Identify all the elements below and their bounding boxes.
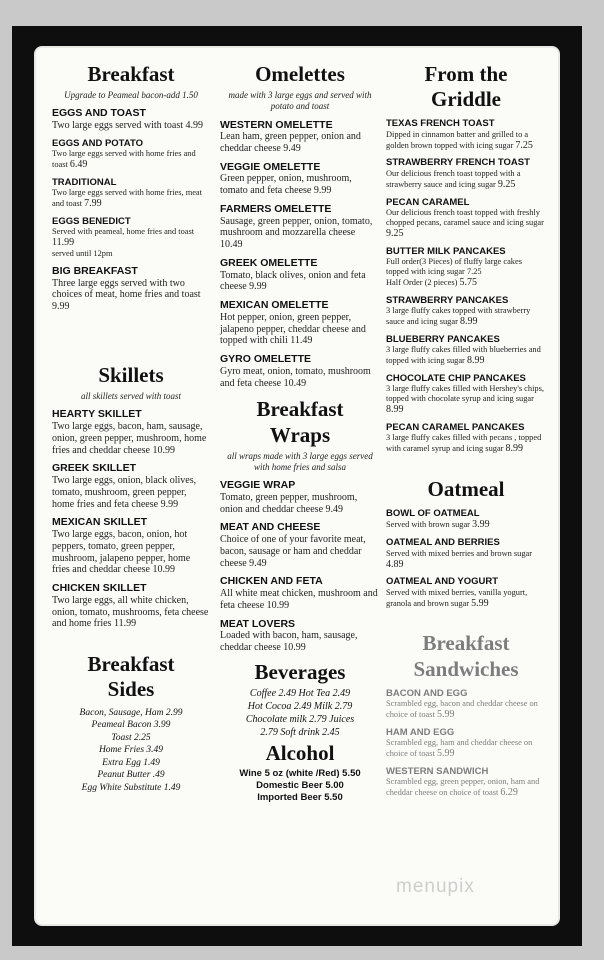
sides-title-line2: Sides [107, 677, 155, 702]
item-desc: Scrambled egg, bacon and cheddar cheese on choice of toast 5.99 [386, 699, 538, 721]
menu-item [386, 118, 546, 151]
item-price: 10.99 [152, 564, 175, 576]
item-price: 9.25 [497, 178, 516, 190]
item-desc: Sausage, green pepper, onion, tomato, mushroom and mozzarella cheese 10.49 [220, 215, 373, 251]
item-desc: Two large eggs, all white chicken, onion, tomato, mushrooms, feta cheese and home fries 11.99 [52, 594, 209, 630]
item-desc: Lean ham, green pepper, onion and cheddar cheese 9.49 [220, 131, 361, 155]
item-name: MEAT LOVERS [220, 617, 296, 630]
sandwiches-section [386, 631, 546, 799]
menu-item [52, 177, 210, 210]
oatmeal-section [386, 477, 546, 610]
item-price: 7.99 [84, 198, 102, 210]
wraps-title-line2: Wraps [269, 422, 331, 447]
item-name: BLUEBERRY PANCAKES [386, 333, 500, 345]
item-name: MEXICAN SKILLET [52, 516, 148, 529]
beverage-line: Coffee 2.49 Hot Tea 2.49 [249, 688, 351, 700]
item-desc: Two large eggs, bacon, ham, sausage, onion, green pepper, mushroom, home fries and cheddar cheese 10.99 [52, 421, 207, 456]
wraps-title-line1: Breakfast [256, 397, 344, 422]
item-desc: Scrambled egg, ham and cheddar cheese on choice of toast 5.99 [386, 738, 533, 760]
item-name: OATMEAL AND YOGURT [386, 576, 499, 588]
watermark-logo: menupix [396, 876, 475, 897]
item-desc: Dipped in cinnamon batter and grilled to a golden brown topped with icing sugar 7.25 [386, 129, 533, 151]
item-price: 4.99 [185, 120, 204, 132]
menu-item [52, 216, 210, 259]
item-desc: Served with mixed berries, vanilla yogurt, granola and brown sugar 5.99 [386, 587, 528, 609]
menu-item [386, 373, 546, 416]
menu-item [386, 766, 546, 799]
item-price: 11.99 [113, 618, 137, 630]
griddle-title-line2: Griddle [430, 87, 501, 112]
item-price: 11.99 [52, 237, 75, 249]
item-price: 5.99 [471, 597, 489, 609]
menu-item [386, 727, 546, 760]
menu-item [386, 688, 546, 721]
item-price: 9.99 [249, 281, 267, 293]
item-desc: 3 large fluffy cakes topped with strawberry sauce and icing sugar 8.99 [386, 305, 531, 327]
item-desc: Our delicious french toast topped with a strawberry sauce and icing sugar 9.25 [386, 168, 521, 190]
menu-item [386, 246, 546, 289]
item-desc: All white meat chicken, mushroom and feta cheese 10.99 [220, 588, 378, 611]
menu-item [386, 508, 546, 531]
item-name: EGGS AND POTATO [52, 137, 143, 149]
alcohol-title: Alcohol [265, 741, 335, 766]
menu-item [220, 521, 380, 569]
item-name: BUTTER MILK PANCAKES [386, 245, 506, 257]
sandwiches-title-line1: Breakfast [422, 631, 510, 656]
item-name: TEXAS FRENCH TOAST [386, 118, 495, 130]
side-item: Bacon, Sausage, Ham 2.99 [79, 707, 183, 718]
item-price: 6.49 [69, 159, 88, 171]
item-price: 10.99 [283, 642, 306, 654]
item-name: HEARTY SKILLET [52, 408, 142, 421]
side-item: Peameal Bacon 3.99 [91, 720, 171, 731]
beverage-line: Chocolate milk 2.79 Juices [245, 714, 355, 726]
item-name: GYRO OMELETTE [220, 353, 312, 366]
item-name: CHICKEN SKILLET [52, 582, 147, 595]
middle-column [220, 62, 380, 804]
beverages-title: Beverages [254, 659, 346, 684]
breakfast-note: Upgrade to Peameal bacon-add 1.50 [64, 90, 198, 101]
beverage-line: Hot Cocoa 2.49 Milk 2.79 [247, 701, 353, 713]
menu-item [386, 197, 546, 240]
menu-item [52, 582, 210, 630]
item-desc: Two large eggs, bacon, onion, hot peppers, tomato, green pepper, mushroom, jalapeno pepper, home fries and cheddar cheese 10.99 [52, 529, 191, 576]
menu-item [220, 353, 380, 389]
side-item: Egg White Substitute 1.49 [81, 782, 181, 793]
item-desc: Served with peameal, home fries and toast 11.99 [52, 227, 195, 249]
item-price: 11.49 [290, 335, 313, 347]
side-item: Home Fries 3.49 [98, 745, 164, 756]
item-name: GREEK OMELETTE [220, 257, 318, 270]
item-desc: 3 large fluffy cakes filled with Hershey's chips, topped with chocolate syrup and icing sugar 8.99 [386, 384, 544, 415]
item-price: 5.99 [436, 709, 455, 721]
breakfast-section [52, 62, 210, 313]
omelettes-title: Omelettes [255, 62, 345, 86]
menu-item [52, 516, 210, 576]
beverages-section [220, 660, 380, 739]
item-price: 9.99 [52, 301, 70, 313]
item-desc: Choice of one of your favorite meat, bacon, sausage or ham and cheddar cheese 9.49 [220, 534, 366, 569]
item-desc: Tomato, green pepper, mushroom, onion and cheddar cheese 9.49 [220, 491, 358, 515]
item-price: 10.49 [283, 377, 307, 389]
item-name: WESTERN SANDWICH [386, 765, 489, 777]
alcohol-line: Domestic Beer 5.00 [256, 780, 344, 792]
griddle-section [386, 62, 546, 455]
item-price: 5.75 [459, 276, 477, 288]
side-item: Extra Egg 1.49 [102, 757, 160, 768]
alcohol-list [220, 768, 380, 804]
item-price: 4.89 [386, 558, 404, 570]
item-name: EGGS AND TOAST [52, 107, 146, 120]
item-price: 9.49 [325, 503, 344, 515]
menu-item [386, 157, 546, 190]
item-name: PECAN CARAMEL [386, 196, 470, 208]
item-desc: Served with mixed berries and brown sugar 4.89 [386, 548, 533, 570]
item-price: 3.99 [472, 519, 490, 531]
item-extra: served until 12pm [52, 249, 113, 259]
item-name: CHOCOLATE CHIP PANCAKES [386, 372, 526, 384]
item-price: 5.99 [436, 748, 455, 760]
menu-item [386, 295, 546, 328]
menu-item [220, 161, 380, 197]
menu-item [52, 408, 210, 456]
item-desc: Gyro meat, onion, tomato, mushroom and feta cheese 10.49 [220, 365, 371, 389]
item-price: 10.99 [266, 599, 290, 611]
item-desc: Three large eggs served with two choices of meat, home fries and toast 9.99 [52, 277, 201, 313]
item-name: HAM AND EGG [386, 726, 455, 738]
skillets-title: Skillets [98, 363, 164, 387]
item-desc: Two large eggs served with home fries and toast 6.49 [52, 149, 196, 171]
item-desc: Tomato, black olives, onion and feta cheese 9.99 [220, 269, 366, 293]
beverages-list [220, 687, 380, 739]
menu-item [386, 334, 546, 367]
item-price: 10.49 [220, 239, 243, 251]
menu-item [220, 257, 380, 293]
menu-item [52, 265, 210, 313]
breakfast-title: Breakfast [87, 62, 175, 86]
item-price: 9.49 [249, 557, 267, 569]
sandwiches-title-line2: Sandwiches [413, 656, 519, 681]
item-name: OATMEAL AND BERRIES [386, 537, 500, 549]
side-item: Toast 2.25 [111, 732, 151, 743]
item-price: 9.99 [313, 185, 332, 197]
sides-list [52, 707, 210, 795]
item-desc: 3 large fluffy cakes filled with blueberries and topped with icing sugar 8.99 [386, 345, 541, 366]
sides-section [52, 652, 210, 794]
item-name: BACON AND EGG [386, 687, 468, 699]
item-desc: Two large eggs served with toast 4.99 [52, 120, 204, 132]
skillets-note: all skillets served with toast [81, 391, 181, 402]
menu-item [386, 576, 546, 609]
menu-item [52, 462, 210, 510]
item-desc: Our delicious french toast topped with freshly chopped pecans, caramel sauce and icing sugar 9.25 [386, 207, 544, 239]
item-price: 8.99 [459, 315, 478, 327]
item-name: WESTERN OMELETTE [220, 118, 333, 131]
item-name: VEGGIE WRAP [220, 479, 296, 492]
item-name: BOWL OF OATMEAL [386, 508, 480, 520]
item-name: STRAWBERRY PANCAKES [386, 294, 509, 306]
item-price: 8.99 [505, 443, 524, 455]
item-desc: Hot pepper, onion, green pepper, jalapeno pepper, cheddar cheese and topped with chili 11.49 [220, 311, 366, 347]
right-column [386, 62, 546, 799]
item-name: VEGGIE OMELETTE [220, 160, 321, 173]
wraps-section [220, 397, 380, 653]
item-price: 9.99 [160, 498, 179, 510]
side-item: Peanut Butter .49 [97, 770, 165, 781]
item-name: PECAN CARAMEL PANCAKES [386, 421, 525, 433]
item-price: 10.99 [152, 444, 175, 456]
skillets-section [52, 363, 210, 630]
item-name: TRADITIONAL [52, 176, 117, 188]
left-column [52, 62, 210, 794]
item-name: CHICKEN AND FETA [220, 575, 323, 588]
beverage-line: 2.79 Soft drink 2.45 [260, 727, 340, 739]
item-price: 9.25 [386, 227, 404, 239]
item-name: MEXICAN OMELETTE [220, 299, 329, 312]
wraps-note: all wraps made with 3 large eggs served with home fries and salsa [227, 450, 373, 473]
item-price: 9.49 [283, 143, 301, 155]
oatmeal-title: Oatmeal [427, 476, 505, 501]
sides-title-line1: Breakfast [87, 652, 175, 677]
menu-item [220, 203, 380, 251]
item-desc: 3 large fluffy cakes filled with pecans , topped with caramel syrup and icing sugar 8.99 [386, 433, 542, 455]
item-desc: Green pepper, onion, mushroom, tomato and feta cheese 9.99 [220, 173, 352, 197]
item-price: 7.25 [515, 139, 533, 151]
menu-item [386, 537, 546, 570]
item-name: MEAT AND CHEESE [220, 521, 321, 534]
menu-item [220, 618, 380, 654]
item-desc: Two large eggs served with home fries, meat and toast 7.99 [52, 188, 202, 210]
menu-item [52, 107, 210, 131]
item-name: STRAWBERRY FRENCH TOAST [386, 157, 530, 169]
item-desc: Full order(3 Pieces) of fluffy large cakes topped with icing sugar 7.25 [386, 256, 522, 276]
item-price: 8.99 [466, 354, 485, 366]
menu-item [386, 422, 546, 455]
item-extra: Half Order (2 pieces) 5.75 [386, 276, 477, 288]
griddle-title-line1: From the [424, 62, 508, 86]
menu-item [220, 575, 380, 611]
item-price: 8.99 [386, 403, 404, 415]
item-name: GREEK SKILLET [52, 462, 137, 475]
menu-item [220, 479, 380, 515]
item-name: FARMERS OMELETTE [220, 203, 332, 216]
item-desc: Served with brown sugar 3.99 [386, 519, 490, 531]
item-desc: Loaded with bacon, ham, sausage, cheddar cheese 10.99 [220, 630, 358, 654]
omelettes-note: made with 3 large eggs and served with potato and toast [228, 90, 372, 112]
menu-item [52, 138, 210, 171]
item-price: 6.29 [500, 787, 518, 799]
omelettes-section [220, 62, 380, 389]
alcohol-section [220, 741, 380, 804]
menu-item [220, 119, 380, 155]
menu-item [220, 299, 380, 347]
alcohol-line: Wine 5 oz (white /Red) 5.50 [239, 768, 361, 780]
item-name: EGGS BENEDICT [52, 216, 131, 228]
item-desc: Two large eggs, onion, black olives, tomato, mushroom, green pepper, home fries and feta cheese 9.99 [52, 475, 197, 510]
item-desc: Scrambled egg, green pepper, onion, ham and cheddar cheese on choice of toast 6.29 [386, 777, 540, 799]
alcohol-line: Imported Beer 5.50 [257, 791, 343, 803]
item-name: BIG BREAKFAST [52, 265, 138, 278]
